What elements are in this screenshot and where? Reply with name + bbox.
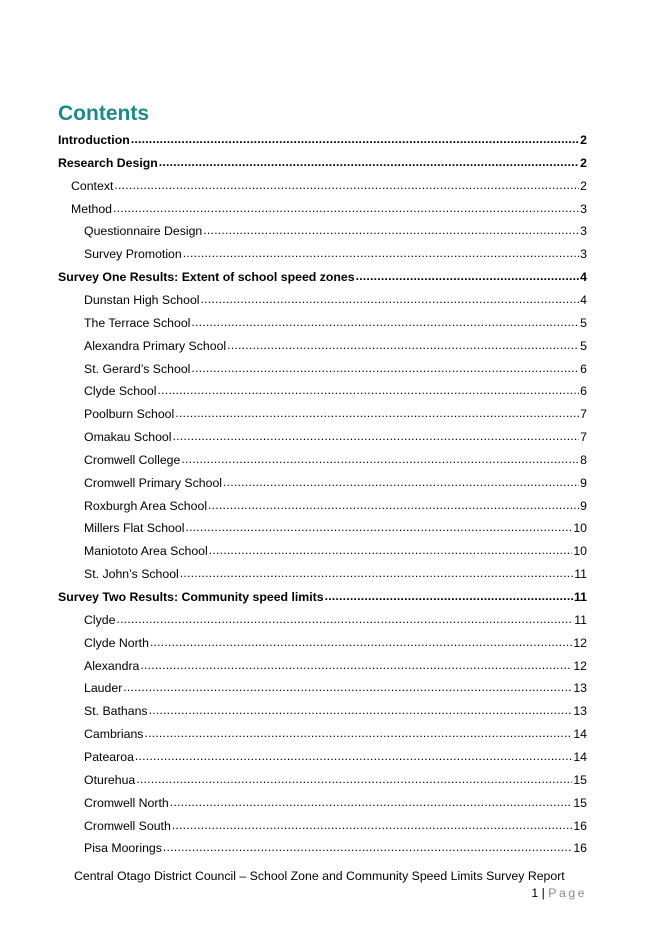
- toc-dot-leader: [173, 427, 580, 445]
- toc-entry-title: Poolburn School: [84, 407, 175, 422]
- toc-entry-title: Clyde: [84, 612, 116, 627]
- toc-entry[interactable]: [84, 542, 587, 560]
- toc-dot-leader: [157, 381, 579, 399]
- toc-entry-title: Lauder: [84, 681, 123, 696]
- toc-entry-page: 13: [573, 681, 587, 696]
- toc-entry[interactable]: [84, 360, 587, 378]
- toc-dot-leader: [181, 450, 579, 468]
- toc-dot-leader: [140, 656, 572, 674]
- toc-entry-page: 4: [580, 270, 587, 285]
- toc-entry-page: 2: [580, 155, 587, 170]
- toc-entry-title: St. John’s School: [84, 567, 179, 582]
- toc-entry[interactable]: [84, 725, 587, 743]
- toc-entry[interactable]: [84, 291, 587, 309]
- toc-entry-title: Survey Two Results: Community speed limits: [58, 590, 324, 604]
- toc-entry-title: Survey One Results: Extent of school speed zones: [58, 270, 355, 285]
- page-separator: |: [541, 886, 545, 900]
- toc-dot-leader: [144, 724, 572, 742]
- toc-entry[interactable]: [84, 428, 587, 446]
- toc-entry-page: 11: [574, 567, 587, 582]
- toc-dot-leader: [131, 130, 579, 148]
- toc-entry-page: 6: [580, 384, 587, 399]
- toc-dot-leader: [180, 564, 573, 582]
- toc-entry[interactable]: [84, 679, 587, 697]
- toc-entry-page: 5: [580, 315, 587, 330]
- toc-entry-page: 8: [580, 452, 587, 467]
- toc-dot-leader: [136, 770, 572, 788]
- toc-entry-page: 2: [580, 178, 587, 193]
- toc-entry-page: 9: [580, 498, 587, 513]
- toc-entry-page: 10: [573, 521, 587, 536]
- toc-entry-page: 2: [580, 133, 587, 147]
- toc-dot-leader: [113, 199, 579, 217]
- toc-dot-leader: [325, 587, 573, 605]
- toc-entry[interactable]: [84, 702, 587, 720]
- toc-entry-page: 6: [580, 361, 587, 376]
- toc-entry[interactable]: [84, 245, 587, 263]
- toc-entry-page: 9: [580, 475, 587, 490]
- toc-entry-title: Cromwell North: [84, 795, 169, 810]
- toc-entry-title: Roxburgh Area School: [84, 498, 208, 513]
- toc-entry-title: Survey Promotion: [84, 247, 182, 262]
- toc-entry[interactable]: [84, 314, 587, 332]
- toc-dot-leader: [191, 313, 579, 331]
- toc-entry[interactable]: [84, 451, 587, 469]
- toc-entry[interactable]: [84, 405, 587, 423]
- toc-dot-leader: [150, 633, 572, 651]
- toc-entry-page: 16: [573, 841, 587, 856]
- toc-entry-title: Clyde North: [84, 635, 149, 650]
- toc-entry-page: 15: [573, 795, 587, 810]
- toc-entry[interactable]: [84, 565, 587, 583]
- toc-entry-page: 3: [580, 247, 587, 262]
- toc-entry-title: The Terrace School: [84, 315, 191, 330]
- toc-entry-title: Cambrians: [84, 727, 144, 742]
- toc-dot-leader: [114, 176, 579, 194]
- toc-entry-page: 11: [574, 612, 587, 627]
- toc-dot-leader: [185, 518, 572, 536]
- toc-entry-page: 12: [573, 635, 587, 650]
- toc-dot-leader: [159, 153, 579, 171]
- toc-entry-page: 7: [580, 407, 587, 422]
- toc-entry-page: 12: [573, 658, 587, 673]
- toc-entry-page: 4: [580, 292, 587, 307]
- toc-entry-page: 7: [580, 430, 587, 445]
- toc-dot-leader: [209, 541, 573, 559]
- toc-entry-page: 14: [573, 749, 587, 764]
- toc-entry-title: Alexandra: [84, 658, 140, 673]
- toc-entry[interactable]: [84, 657, 587, 675]
- toc-dot-leader: [201, 290, 580, 308]
- toc-entry-title: Cromwell Primary School: [84, 475, 223, 490]
- toc-entry[interactable]: [84, 337, 587, 355]
- toc-dot-leader: [223, 473, 579, 491]
- toc-entry[interactable]: [58, 154, 587, 172]
- toc-entry[interactable]: [84, 748, 587, 766]
- toc-entry-title: Omakau School: [84, 430, 172, 445]
- toc-entry-title: Method: [71, 201, 113, 216]
- toc-entry[interactable]: [58, 588, 587, 606]
- toc-entry[interactable]: [84, 794, 587, 812]
- toc-entry-title: Context: [71, 178, 114, 193]
- toc-dot-leader: [163, 838, 572, 856]
- toc-dot-leader: [170, 793, 573, 811]
- toc-entry[interactable]: [71, 177, 587, 195]
- toc-entry-title: Millers Flat School: [84, 521, 185, 536]
- toc-entry[interactable]: [84, 497, 587, 515]
- toc-entry[interactable]: [84, 222, 587, 240]
- toc-entry-title: Questionnaire Design: [84, 224, 203, 239]
- toc-entry[interactable]: [58, 131, 587, 149]
- toc-entry-title: Alexandra Primary School: [84, 338, 227, 353]
- toc-entry[interactable]: [58, 268, 587, 286]
- toc-dot-leader: [356, 267, 580, 285]
- toc-dot-leader: [183, 244, 579, 262]
- toc-entry-page: 15: [573, 772, 587, 787]
- toc-dot-leader: [227, 336, 579, 354]
- footer-title: Central Otago District Council – School Zone and Community Speed Limits Survey Report: [74, 869, 565, 883]
- toc-entry-title: Patearoa: [84, 749, 134, 764]
- page-label: Page: [548, 886, 587, 900]
- toc-entry[interactable]: [84, 611, 587, 629]
- toc-entry-page: 16: [573, 818, 587, 833]
- toc-entry-page: 10: [573, 544, 587, 559]
- toc-entry-title: Introduction: [58, 133, 130, 147]
- toc-entry-title: Cromwell College: [84, 452, 181, 467]
- toc-entry-title: Oturehua: [84, 772, 136, 787]
- toc-entry-page: 5: [580, 338, 587, 353]
- toc-entry-page: 13: [573, 704, 587, 719]
- page-number: 1: [531, 886, 539, 900]
- toc-entry-title: Cromwell South: [84, 818, 171, 833]
- toc-entry-title: Dunstan High School: [84, 292, 200, 307]
- toc-entry-title: Maniototo Area School: [84, 544, 208, 559]
- toc-dot-leader: [208, 496, 579, 514]
- toc-entry[interactable]: [84, 634, 587, 652]
- toc-entry[interactable]: [71, 200, 587, 218]
- toc-entry-title: Research Design: [58, 155, 158, 170]
- toc-entry[interactable]: [84, 519, 587, 537]
- toc-entry-page: 11: [574, 590, 587, 604]
- contents-heading: Contents: [58, 102, 149, 125]
- toc-entry-page: 14: [573, 727, 587, 742]
- toc-entry-page: 3: [580, 201, 587, 216]
- toc-entry[interactable]: [84, 474, 587, 492]
- toc-entry-title: St. Gerard’s School: [84, 361, 191, 376]
- toc-dot-leader: [203, 221, 579, 239]
- toc-entry[interactable]: [84, 839, 587, 857]
- toc-entry[interactable]: [84, 771, 587, 789]
- toc-entry-title: Clyde School: [84, 384, 157, 399]
- toc-dot-leader: [135, 747, 572, 765]
- toc-dot-leader: [175, 404, 579, 422]
- toc-dot-leader: [191, 359, 579, 377]
- toc-dot-leader: [149, 701, 573, 719]
- footer-page-number: [531, 885, 587, 901]
- toc-dot-leader: [123, 678, 572, 696]
- toc-entry-title: Pisa Moorings: [84, 841, 162, 856]
- toc-entry[interactable]: [84, 817, 587, 835]
- toc-entry-page: 3: [580, 224, 587, 239]
- toc-entry-title: St. Bathans: [84, 704, 148, 719]
- toc-entry[interactable]: [84, 382, 587, 400]
- toc-dot-leader: [172, 816, 573, 834]
- toc-dot-leader: [116, 610, 573, 628]
